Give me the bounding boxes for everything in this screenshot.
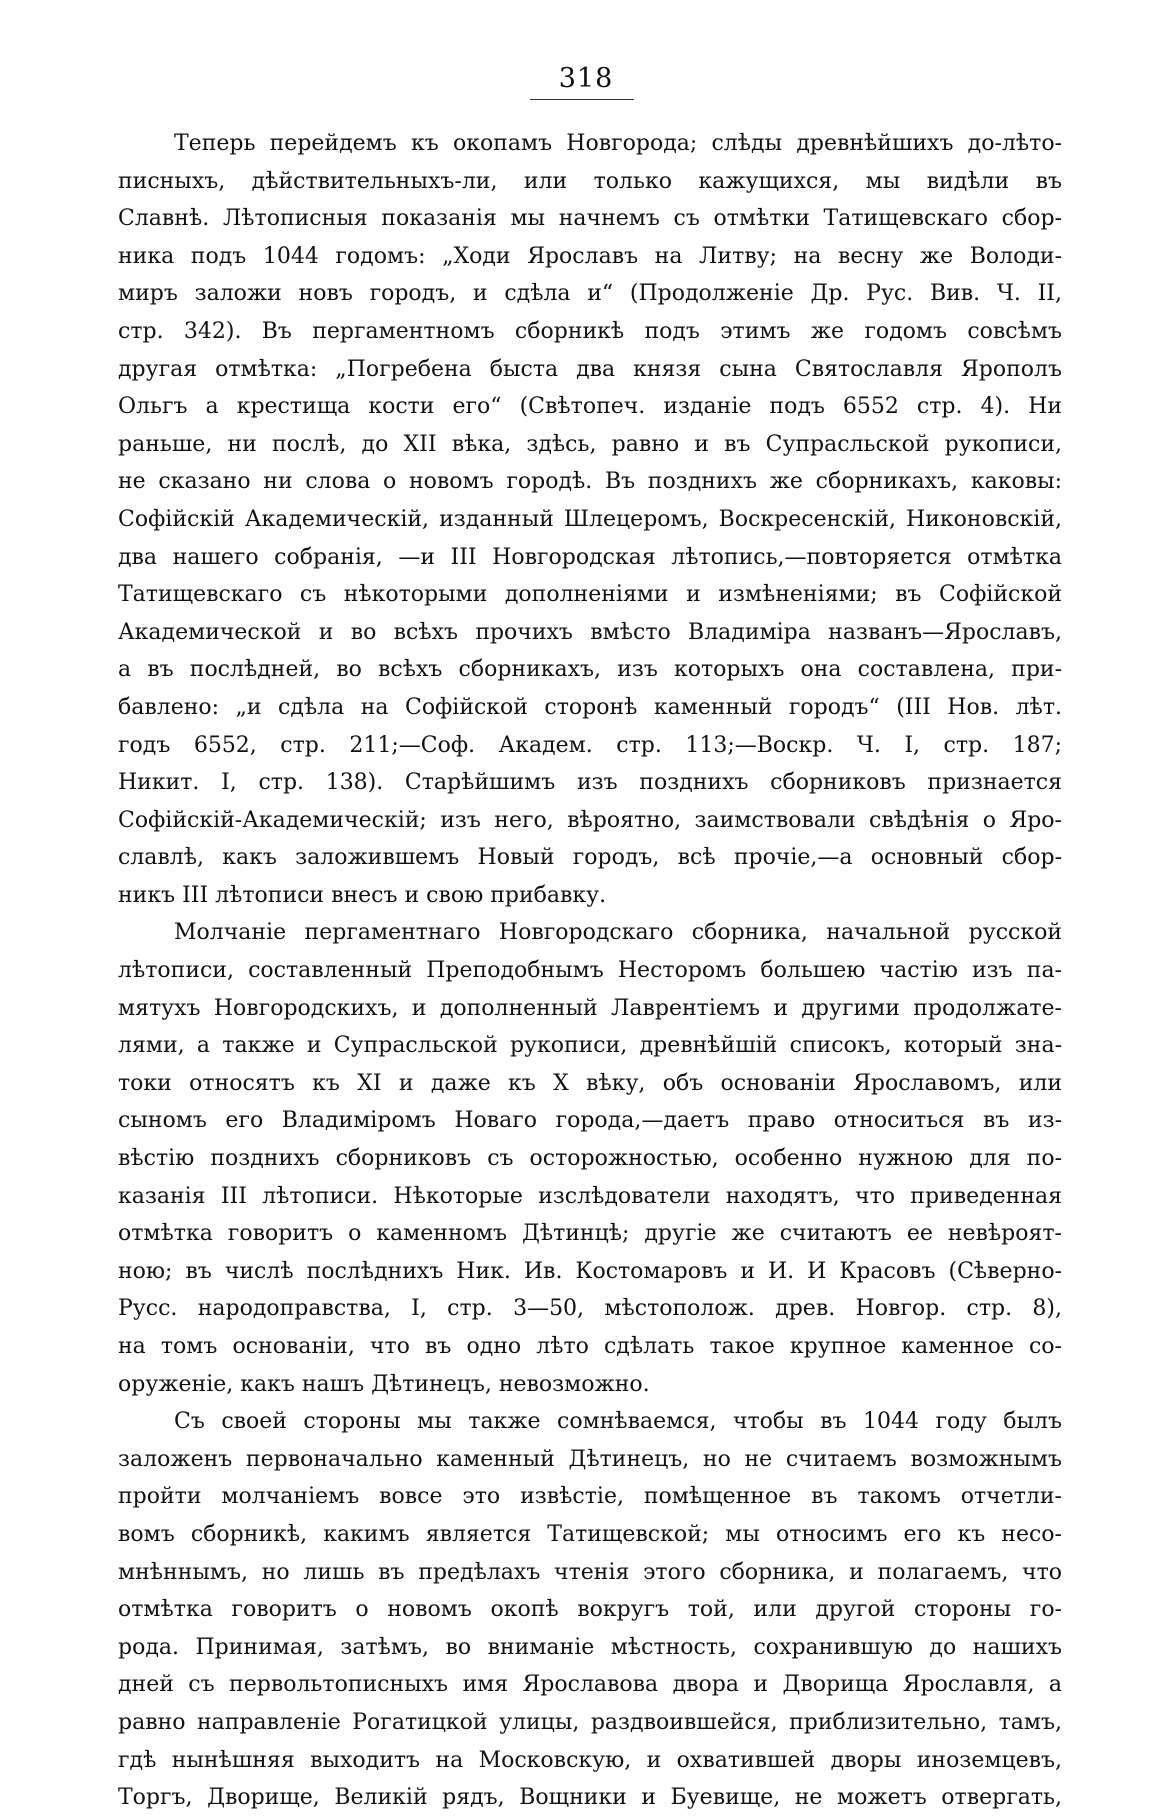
text-line: Русс. народоправства, I, стр. 3—50, мѣстополож. древ. Новгор. стр. 8),: [118, 1296, 1062, 1322]
page-number: 318: [558, 63, 614, 94]
text-line: миръ заложи новъ городъ, и сдѣла и“ (Продолженіе Др. Рус. Вив. Ч. II,: [118, 281, 1062, 307]
text-line: бавлено: „и сдѣла на Софійской сторонѣ каменный городъ“ (III Нов. лѣт.: [118, 694, 1062, 720]
text-line: мнѣннымъ, но лишь въ предѣлахъ чтенія этого сборника, и полагаемъ, что: [118, 1559, 1062, 1585]
text-line: рода. Принимая, затѣмъ, во вниманіе мѣстность, сохранившую до нашихъ: [118, 1634, 1062, 1660]
text-line: раньше, ни послѣ, до XII вѣка, здѣсь, равно и въ Супрасльской рукописи,: [118, 431, 1062, 457]
paragraph-3: [118, 1403, 1062, 1817]
text-line: Ольгъ а крестища кости его“ (Свѣтопеч. изданіе подъ 6552 стр. 4). Ни: [118, 394, 1062, 420]
text-line: писныхъ, дѣйствительныхъ-ли, или только кажущихся, мы видѣли въ: [118, 168, 1062, 194]
text-line: заложенъ первоначально каменный Дѣтинецъ, но не считаемъ возможнымъ: [118, 1446, 1062, 1472]
text-line: два нашего собранія, —и III Новгородская лѣтопись,—повторяется отмѣтка: [118, 544, 1062, 570]
text-line: Торгъ, Дворище, Великій рядъ, Вощники и Буевище, не можетъ отвергать,: [118, 1785, 1062, 1811]
text-line: Академической и во всѣхъ прочихъ вмѣсто Владиміра названъ—Ярославъ,: [118, 619, 1062, 645]
text-line: ною; въ числѣ послѣднихъ Ник. Ив. Костомаровъ и И. И Красовъ (Сѣверно-: [118, 1258, 1062, 1284]
text-line: славлѣ, какъ заложившемъ Новый городъ, всѣ прочіе,—а основный сбор-: [118, 845, 1062, 871]
text-line: Татищевскаго съ нѣкоторыми дополненіями и измѣненіями; въ Софійской: [118, 582, 1062, 608]
text-line: гдѣ нынѣшняя выходитъ на Московскую, и охватившей дворы иноземцевъ,: [118, 1747, 1062, 1773]
text-line: равно направленіе Рогатицкой улицы, раздвоившейся, приблизительно, тамъ,: [118, 1709, 1062, 1735]
text-line: лями, а также и Супрасльской рукописи, древнѣйшій списокъ, который зна-: [118, 1033, 1062, 1059]
text-line: отмѣтка говоритъ о каменномъ Дѣтинцѣ; другіе же считаютъ ее невѣроят-: [118, 1221, 1062, 1247]
text-line: другая отмѣтка: „Погребена быста два князя сына Святославля Ярополъ: [118, 356, 1062, 382]
text-line: Софійскій-Академическій; изъ него, вѣроятно, заимствовали свѣдѣнія о Яро-: [118, 807, 1062, 833]
text-line: Славнѣ. Лѣтописныя показанія мы начнемъ съ отмѣтки Татищевскаго сбор-: [118, 206, 1062, 232]
text-line: не сказано ни слова о новомъ городѣ. Въ позднихъ же сборникахъ, каковы:: [118, 469, 1062, 495]
text-line: Теперь перейдемъ къ окопамъ Новгорода; слѣды древнѣйшихъ до-лѣто-: [174, 131, 1062, 156]
text-line: оруженіе, какъ нашъ Дѣтинецъ, невозможно.: [118, 1371, 650, 1397]
text-line: годъ 6552, стр. 211;—Соф. Академ. стр. 113;—Воскр. Ч. I, стр. 187;: [118, 732, 1062, 758]
text-line: стр. 342). Въ пергаментномъ сборникѣ подъ этимъ же годомъ совсѣмъ: [118, 318, 1062, 344]
text-line: сыномъ его Владиміромъ Новаго города,—даетъ право относиться въ из-: [118, 1108, 1062, 1134]
text-line: отмѣтка говоритъ о новомъ окопѣ вокругъ той, или другой стороны го-: [118, 1597, 1062, 1623]
text-line: Съ своей стороны мы также сомнѣваемся, чтобы въ 1044 году былъ: [174, 1409, 1062, 1435]
text-line: казанія III лѣтописи. Нѣкоторые изслѣдователи находятъ, что приведенная: [118, 1183, 1062, 1209]
body-text: [118, 125, 1062, 1817]
text-line: Никит. I, стр. 138). Старѣйшимъ изъ позднихъ сборниковъ признается: [118, 770, 1062, 796]
text-line: мятухъ Новгородскихъ, и дополненный Лаврентіемъ и другими продолжате-: [118, 995, 1062, 1021]
page-number-rule: [530, 99, 634, 100]
text-line: ника подъ 1044 годомъ: „Ходи Ярославъ на Литву; на весну же Володи-: [118, 243, 1062, 269]
text-line: вѣстію позднихъ сборниковъ съ осторожностью, особенно нужною для по-: [118, 1146, 1062, 1172]
text-line: вомъ сборникѣ, какимъ является Татищевской; мы относимъ его къ несо-: [118, 1521, 1062, 1547]
text-line: пройти молчаніемъ вовсе это извѣстіе, помѣщенное въ такомъ отчетли-: [118, 1484, 1062, 1510]
text-line: дней съ первольтописныхъ имя Ярославова двора и Дворища Ярославля, а: [118, 1672, 1062, 1698]
paragraph-1: [118, 125, 1062, 914]
text-line: лѣтописи, составленный Преподобнымъ Несторомъ большею частію изъ па-: [118, 958, 1062, 984]
text-line: токи относятъ къ XI и даже къ X вѣку, объ основаніи Ярославомъ, или: [118, 1070, 1062, 1096]
text-line: Софійскій Академическій, изданный Шлецеромъ, Воскресенскій, Никоновскій,: [118, 506, 1062, 532]
text-line: а въ послѣдней, во всѣхъ сборникахъ, изъ которыхъ она составлена, при-: [118, 657, 1062, 683]
text-line: на томъ основаніи, что въ одно лѣто сдѣлать такое крупное каменное со-: [118, 1334, 1062, 1359]
text-line: никъ III лѣтописи внесъ и свою прибавку.: [118, 882, 607, 908]
paragraph-2: [118, 914, 1062, 1403]
text-line: Молчаніе пергаментнаго Новгородскаго сборника, начальной русской: [174, 920, 1062, 946]
